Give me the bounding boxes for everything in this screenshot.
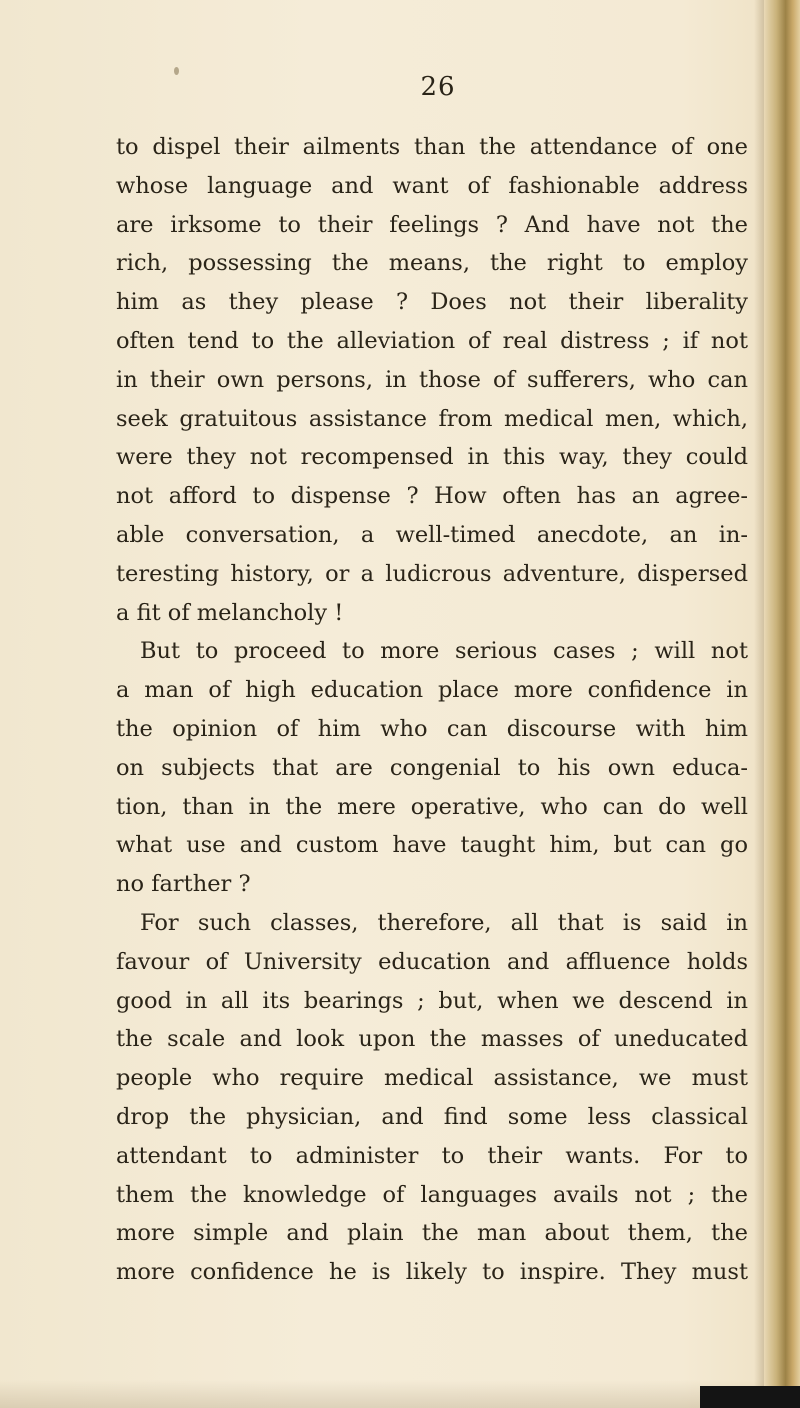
text-line: favour of University education and affluence holds xyxy=(116,948,748,975)
text-line: For such classes, therefore, all that is said in xyxy=(140,909,748,936)
dark-corner xyxy=(700,1386,800,1408)
text-line: in their own persons, in those of sufferers, who can xyxy=(116,366,748,393)
text-line: teresting history, or a ludicrous adventure, dispersed xyxy=(116,560,748,587)
page-number: 26 xyxy=(420,72,456,102)
body-text xyxy=(116,128,748,1292)
text-line: are irksome to their feelings ? And have not the xyxy=(116,211,748,238)
text-line: were they not recompensed in this way, they could xyxy=(116,444,748,471)
text-line: the opinion of him who can discourse with him xyxy=(116,715,748,742)
text-line: rich, possessing the means, the right to employ xyxy=(116,250,748,277)
text-line: attendant to administer to their wants. For to xyxy=(116,1142,748,1169)
text-line: often tend to the alleviation of real distress ; if not xyxy=(116,327,748,354)
text-line: seek gratuitous assistance from medical men, which, xyxy=(116,405,748,432)
text-line: what use and custom have taught him, but can go xyxy=(116,832,748,859)
text-line: on subjects that are congenial to his own educa- xyxy=(116,754,748,781)
text-line: not afford to dispense ? How often has an agree- xyxy=(116,483,748,510)
text-line: whose language and want of fashionable address xyxy=(116,172,748,199)
text-line: more simple and plain the man about them, the xyxy=(116,1220,748,1247)
text-line: people who require medical assistance, we must xyxy=(116,1065,748,1092)
text-line: good in all its bearings ; but, when we descend in xyxy=(116,987,748,1014)
text-line: a man of high education place more confidence in xyxy=(116,677,748,704)
page-edge-shadow xyxy=(754,0,764,1408)
text-line: drop the physician, and find some less classical xyxy=(116,1103,748,1130)
page-edge xyxy=(764,0,800,1408)
text-line: the scale and look upon the masses of uneducated xyxy=(116,1026,748,1053)
text-line: tion, than in the mere operative, who can do well xyxy=(116,793,748,820)
text-line: a fit of melancholy ! xyxy=(116,599,344,626)
bottom-shadow xyxy=(0,1380,800,1408)
text-line: him as they please ? Does not their liberality xyxy=(116,289,748,316)
text-line: more confidence he is likely to inspire. They must xyxy=(116,1259,748,1286)
text-line: to dispel their ailments than the attendance of one xyxy=(116,134,748,160)
text-line: no farther ? xyxy=(116,871,251,898)
text-line: them the knowledge of languages avails not ; the xyxy=(116,1181,748,1208)
text-line: able conversation, a well-timed anecdote, an in- xyxy=(116,521,748,548)
text-line: But to proceed to more serious cases ; will not xyxy=(140,638,748,665)
